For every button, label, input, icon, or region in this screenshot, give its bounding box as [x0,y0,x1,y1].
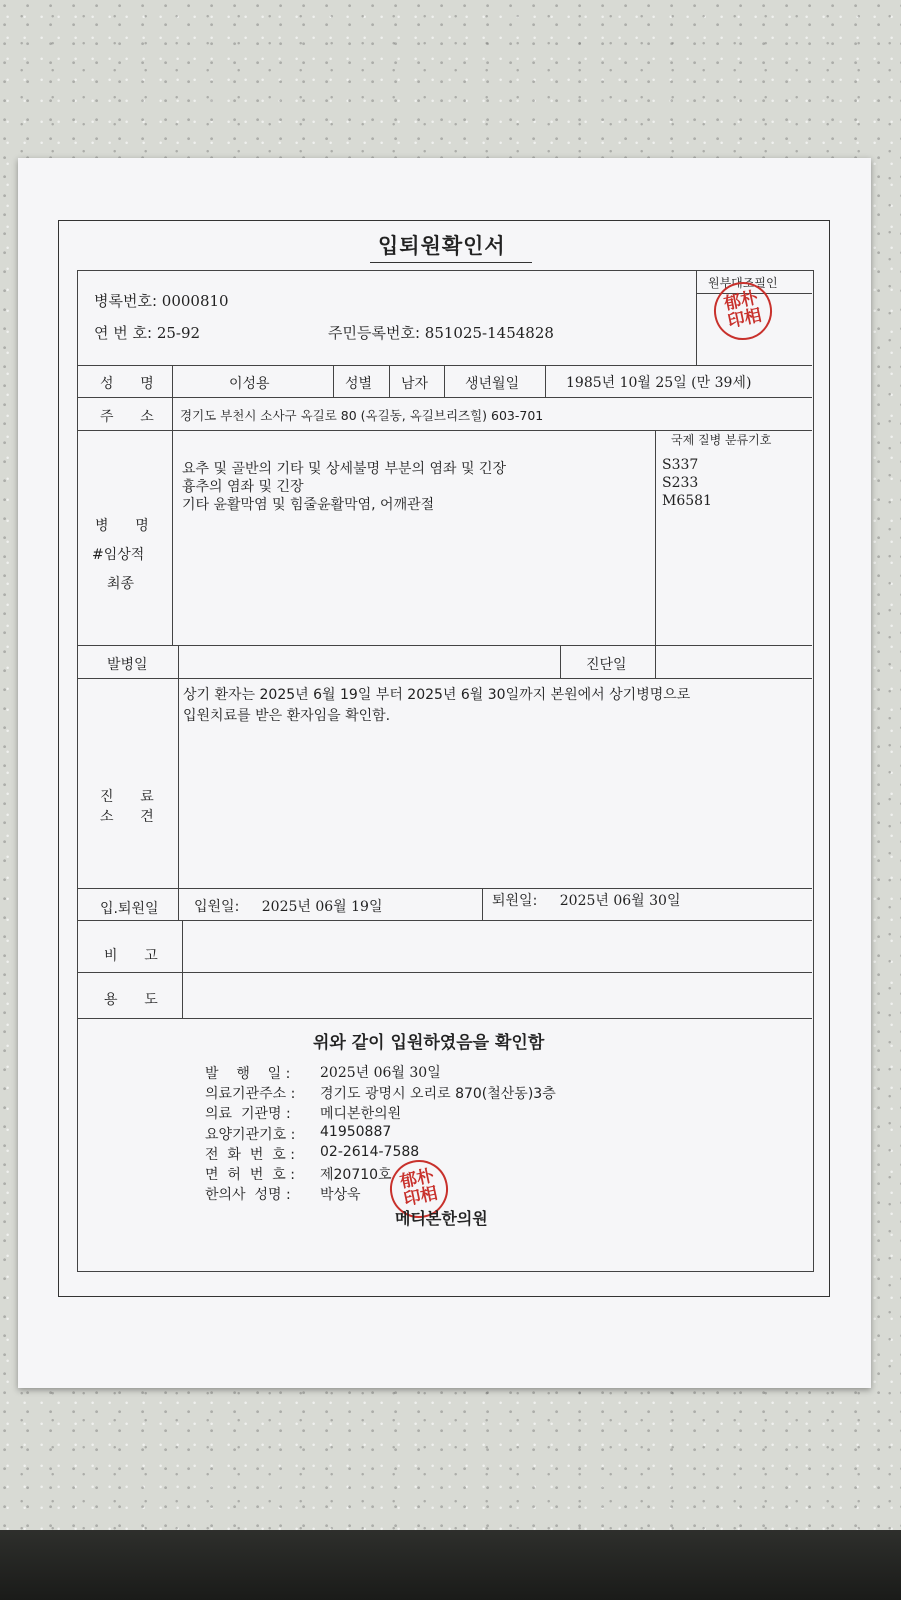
sex-label: 성별 [345,376,373,392]
patient-address: 경기도 부천시 소사구 옥길로 80 (옥길동, 옥길브리즈힐) 603-701 [180,408,544,423]
discharge-label: 퇴원일: [492,893,538,909]
admit-date-value: 2025년 06월 19일 [261,899,383,915]
phone-label: 전 화 번 호 : [205,1147,295,1163]
diagnosis-label-1: 병 명 [95,518,149,534]
doctor-name-value: 박상욱 [320,1187,361,1203]
col-line [389,365,390,397]
remarks-label: 비 고 [104,948,158,964]
record-no-value: 0000810 [161,292,229,310]
record-no [94,290,229,311]
clinic-address-label: 의료기관주소 : [205,1086,296,1102]
license-value: 제20710호 [320,1167,392,1183]
col-line [444,365,445,397]
col-line [182,920,183,1018]
title-underline [370,262,532,263]
diagnosis-line-2: 흉추의 염좌 및 긴장 [182,479,304,495]
discharge-date [492,890,680,910]
diagnosis-line-3: 기타 윤활막염 및 힘줄윤활막염, 어깨관절 [182,497,435,513]
disease-code-1: S337 [662,457,699,473]
clinic-name-label: 의료 기관명 : [205,1106,291,1122]
seal-stamp-text: 郁朴 印相 [722,288,764,333]
col-line [655,430,656,645]
col-line [560,645,561,678]
clinic-name-value: 메디본한의원 [320,1106,402,1122]
patient-name: 이성용 [229,376,270,392]
seal-box-left-border [696,270,697,365]
col-line [333,365,334,397]
disease-code-3: M6581 [662,493,712,509]
diagnosis-label-3: 최종 [107,576,135,592]
patient-sex: 남자 [401,376,429,392]
dob-label: 생년월일 [465,376,520,392]
row-line [77,397,812,398]
row-line [77,972,812,973]
col-line [172,365,173,397]
row-line [77,1018,812,1019]
care-code-value: 41950887 [320,1124,392,1140]
issue-date-label: 발 행 일 : [205,1066,291,1082]
opinion-label-2: 소 견 [100,809,154,825]
disease-code-header: 국제 질병 분류기호 [671,433,772,447]
name-label: 성 명 [100,376,154,392]
document-title: 입퇴원확인서 [378,234,506,258]
background-shadow [0,1530,901,1600]
row-line [77,888,812,889]
doctor-name-label: 한의사 성명 : [205,1187,291,1203]
resident-no [328,322,554,343]
diagnosis-label-2: #임상적 [92,547,145,563]
col-line [482,888,483,920]
admit-label: 입원일: [194,899,240,915]
clinic-address-value: 경기도 광명시 오리로 870(철산동)3층 [320,1086,556,1102]
purpose-label: 용 도 [104,992,158,1008]
admit-date [194,896,382,916]
opinion-line-2: 입원치료를 받은 환자임을 확인함. [183,708,391,724]
record-no-label: 병록번호: [94,292,158,310]
opinion-label-1: 진 료 [100,789,154,805]
stay-label: 입.퇴원일 [100,901,159,917]
license-label: 면 허 번 호 : [205,1167,295,1183]
phone-value: 02-2614-7588 [320,1144,420,1160]
seal-box-label: 원부대조필인 [708,276,778,290]
care-code-label: 요양기관기호 : [205,1127,296,1143]
doctor-seal-text: 郁朴 印相 [398,1166,440,1211]
serial-no-label: 연 번 호: [94,324,153,342]
serial-no [94,322,200,343]
resident-no-value: 851025-1454828 [424,324,554,342]
col-line [172,397,173,430]
issue-date-value: 2025년 06월 30일 [320,1065,441,1081]
col-line [655,645,656,678]
row-line [77,645,812,646]
address-label: 주 소 [100,409,154,425]
resident-no-label: 주민등록번호: [328,324,420,342]
col-line [172,430,173,645]
diagnosis-line-1: 요추 및 골반의 기타 및 상세불명 부분의 염좌 및 긴장 [182,461,507,477]
onset-label: 발병일 [107,657,148,673]
serial-no-value: 25-92 [156,324,201,342]
patient-dob: 1985년 10월 25일 (만 39세) [566,375,752,391]
discharge-date-value: 2025년 06월 30일 [559,893,681,909]
col-line [545,365,546,397]
row-line [77,920,812,921]
disease-code-2: S233 [662,475,699,491]
confirm-text: 위와 같이 입원하였음을 확인함 [313,1033,545,1053]
diagnosis-date-label: 진단일 [586,657,627,673]
row-line [77,678,812,679]
col-line [178,645,179,678]
opinion-line-1: 상기 환자는 2025년 6월 19일 부터 2025년 6월 30일까지 본원에서 상기병명으로 [183,687,691,703]
col-line [178,678,179,920]
clinic-signature: 메디본한의원 [395,1209,488,1228]
